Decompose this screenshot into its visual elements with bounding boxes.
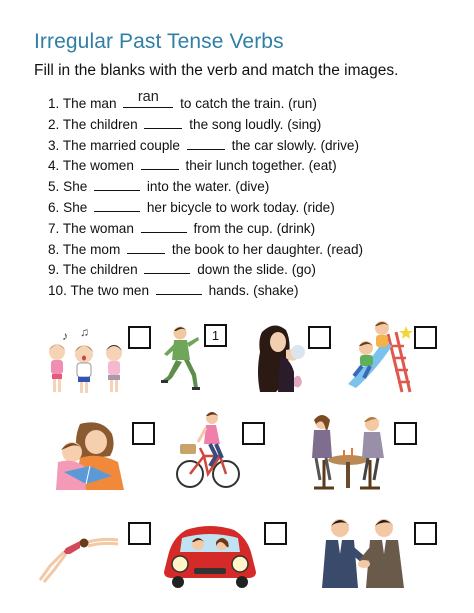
question-list: [48, 89, 364, 301]
question-10: [48, 280, 363, 301]
question-number: 8.: [48, 241, 60, 257]
match-box[interactable]: [128, 522, 151, 545]
question-before: The children: [62, 116, 138, 132]
answer-blank[interactable]: [141, 218, 187, 233]
match-box[interactable]: [132, 422, 155, 445]
handshake-men-image: [318, 514, 408, 588]
question-number: 1.: [48, 96, 60, 111]
question-before: The children: [62, 262, 138, 278]
answer-blank[interactable]: [141, 155, 179, 170]
drinking-woman-image: [256, 322, 306, 394]
question-before: She: [63, 179, 88, 195]
match-box[interactable]: 1: [204, 324, 227, 347]
child-figure: [106, 345, 122, 392]
question-after: from the cup. (drink): [193, 220, 316, 236]
question-after: their lunch together. (eat): [185, 158, 337, 174]
child-figure: [75, 345, 93, 393]
diving-woman-image: [36, 528, 120, 584]
answer-blank[interactable]: [127, 239, 165, 254]
headlight-icon: [172, 556, 188, 572]
question-9: [48, 259, 363, 280]
question-number: 4.: [48, 158, 60, 174]
question-2: [48, 114, 363, 135]
match-box[interactable]: [264, 522, 287, 545]
question-after: hands. (shake): [208, 283, 299, 299]
question-before: The married couple: [62, 137, 180, 153]
question-before: The mom: [62, 241, 121, 257]
question-1: [48, 89, 363, 114]
match-box[interactable]: [308, 326, 331, 349]
question-4: [48, 155, 363, 176]
driving-couple-image: [160, 516, 260, 588]
question-number: 7.: [48, 220, 60, 236]
question-number: 10.: [48, 283, 67, 299]
singing-children-image: [42, 326, 134, 396]
question-after: the car slowly. (drive): [231, 137, 359, 153]
answer-text: ran: [137, 89, 159, 105]
handshake-icon: [358, 560, 370, 568]
running-man-image: [160, 324, 204, 394]
question-number: 5.: [48, 179, 60, 195]
question-after: her bicycle to work today. (ride): [146, 199, 335, 215]
answer-blank[interactable]: [156, 280, 202, 295]
question-after: the song loudly. (sing): [189, 116, 322, 132]
cycling-woman-image: [176, 410, 240, 492]
question-number: 3.: [48, 137, 60, 153]
question-number: 2.: [48, 116, 60, 132]
question-before: The women: [62, 158, 134, 174]
answer-blank[interactable]: [144, 259, 190, 274]
basket-icon: [180, 444, 196, 454]
child-figure: [49, 344, 65, 392]
match-box[interactable]: [128, 326, 151, 349]
question-7: [48, 218, 363, 239]
question-number: 9.: [48, 262, 60, 278]
answer-blank[interactable]: [123, 89, 173, 108]
question-before: The man: [62, 96, 117, 111]
question-after: into the water. (dive): [146, 179, 270, 195]
slide-children-image: [344, 318, 414, 394]
music-note-icon: ♫: [80, 326, 89, 339]
match-box[interactable]: [394, 422, 417, 445]
question-5: [48, 176, 363, 197]
question-8: [48, 239, 363, 260]
question-after: to catch the train. (run): [180, 96, 317, 111]
question-number: 6.: [48, 199, 60, 215]
answer-blank[interactable]: [94, 197, 140, 212]
answer-blank[interactable]: [144, 114, 182, 129]
question-before: She: [63, 199, 88, 215]
question-after: the book to her daughter. (read): [171, 241, 364, 257]
answer-blank[interactable]: [94, 176, 140, 191]
eating-women-image: [304, 410, 390, 494]
instructions: Fill in the blanks with the verb and match the images.: [34, 62, 399, 79]
question-3: [48, 135, 363, 156]
match-box[interactable]: [414, 326, 437, 349]
music-note-icon: ♪: [62, 329, 68, 343]
cup-icon: [291, 345, 305, 359]
match-box[interactable]: [242, 422, 265, 445]
page-title: Irregular Past Tense Verbs: [34, 30, 284, 53]
answer-blank[interactable]: [187, 135, 225, 150]
question-before: The two men: [70, 283, 150, 299]
headlight-icon: [232, 556, 248, 572]
star-icon: [399, 326, 413, 339]
question-6: [48, 197, 363, 218]
question-after: down the slide. (go): [197, 262, 316, 278]
match-box[interactable]: [414, 522, 437, 545]
reading-mom-image: [50, 420, 132, 490]
question-before: The woman: [62, 220, 134, 236]
